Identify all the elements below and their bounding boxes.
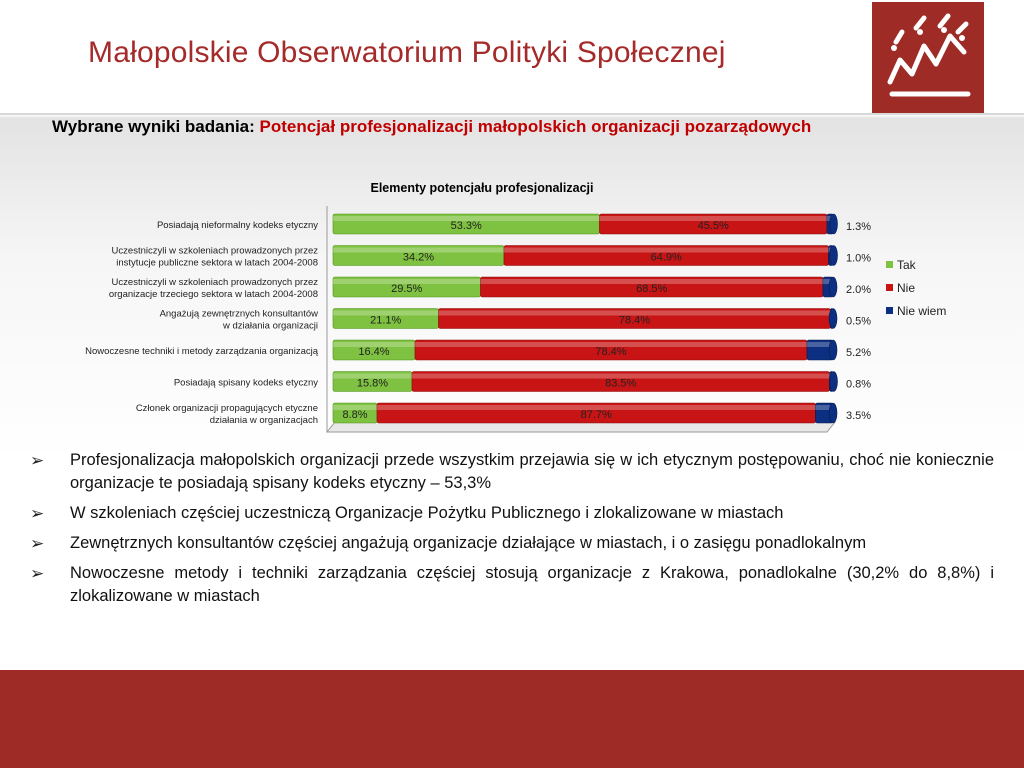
bullet-item: [30, 532, 994, 555]
category-label: Angażują zewnętrznych konsultantów: [159, 308, 318, 320]
arrow-bullet-icon: ➢: [30, 564, 45, 583]
bar-end-cap: [830, 214, 838, 234]
data-label: 1.0%: [846, 252, 872, 265]
logo-chart-icon: [872, 2, 984, 114]
data-label: 34.2%: [402, 251, 435, 264]
subtitle-prefix: Wybrane wyniki badania:: [52, 117, 260, 136]
category-label: Nowoczesne techniki i metody zarządzania organizacją: [85, 346, 318, 357]
logo: [872, 2, 984, 114]
footer-band: [0, 670, 1024, 768]
stacked-bar-chart: [0, 170, 1024, 440]
data-label: 1.3%: [846, 221, 872, 233]
arrow-bullet-icon: ➢: [30, 504, 45, 523]
legend-swatch: [886, 284, 893, 291]
legend-label: Nie wiem: [897, 304, 947, 318]
slide-subtitle: [52, 117, 811, 137]
data-label: 5.2%: [846, 347, 872, 359]
data-label: 2.0%: [846, 284, 872, 296]
data-label: 16.4%: [358, 346, 390, 358]
arrow-bullet-icon: ➢: [30, 534, 45, 553]
bullet-item: [30, 449, 994, 495]
bullet-list: [30, 449, 994, 615]
bar-end-cap: [830, 246, 838, 266]
data-label: 8.8%: [342, 409, 368, 421]
category-label: Uczestniczyli w szkoleniach prowadzonych przez: [111, 245, 318, 257]
data-label: 15.8%: [356, 377, 389, 390]
data-label: 3.5%: [846, 410, 872, 422]
data-label: 0.5%: [846, 315, 872, 328]
bar-end-cap: [829, 340, 837, 360]
bar-end-cap: [830, 372, 838, 392]
bullet-text: Profesjonalizacja małopolskich organizacji przede wszystkim przejawia się w ich etycznym postępowaniu, choć nie koniecznie organizacje te posiadają spisany kodeks etyczny – 53,3%: [70, 451, 994, 492]
chart-floor: [327, 422, 835, 432]
legend-label: Nie: [897, 281, 916, 295]
bullet-item: [30, 502, 994, 525]
data-label: 68.5%: [636, 283, 668, 295]
category-label: działania w organizacjach: [209, 415, 318, 426]
data-label: 53.3%: [450, 220, 482, 232]
data-label: 21.1%: [370, 314, 402, 327]
header-divider: [0, 113, 1024, 115]
bar-end-cap: [829, 277, 837, 297]
category-label: instytucje publiczne sektora w latach 2004-2008: [116, 257, 318, 269]
category-label: Posiadają nieformalny kodeks etyczny: [156, 220, 318, 231]
bullet-text: Nowoczesne metody i techniki zarządzania częściej stosują organizacje z Krakowa, ponadlokalne (30,2% do 8,8%) i zlokalizowane w miastach: [70, 564, 994, 605]
page-title: Małopolskie Obserwatorium Polityki Społecznej: [88, 36, 726, 69]
data-label: 0.8%: [846, 378, 872, 391]
category-label: organizacje trzeciego sektora w latach 2004-2008: [108, 289, 318, 300]
category-label: Członek organizacji propagujących etyczne: [135, 403, 318, 414]
legend-label: Tak: [897, 258, 916, 272]
bar-end-cap: [829, 403, 837, 423]
arrow-bullet-icon: ➢: [30, 451, 45, 470]
category-label: Uczestniczyli w szkoleniach prowadzonych przez: [111, 277, 318, 288]
data-label: 45.5%: [697, 220, 729, 232]
data-label: 29.5%: [391, 283, 423, 295]
bullet-text: W szkoleniach częściej uczestniczą Organizacje Pożytku Publicznego i zlokalizowane w miastach: [70, 504, 784, 522]
bar-end-cap: [829, 309, 837, 329]
legend-swatch: [886, 307, 893, 314]
bullet-text: Zewnętrznych konsultantów częściej angażują organizacje działające w miastach, i o zasięgu ponadlokalnym: [70, 534, 867, 552]
data-label: 87.7%: [580, 409, 612, 421]
data-label: 78.4%: [618, 314, 651, 327]
data-label: 83.5%: [605, 377, 637, 390]
bullet-item: [30, 562, 994, 608]
data-label: 64.9%: [650, 251, 682, 264]
subtitle-highlight: Potencjał profesjonalizacji małopolskich organizacji pozarządowych: [259, 117, 812, 136]
data-label: 78.4%: [595, 346, 627, 358]
legend-swatch: [886, 261, 893, 268]
category-label: w działania organizacji: [222, 320, 318, 332]
category-label: Posiadają spisany kodeks etyczny: [173, 377, 318, 389]
chart-title: Elementy potencjału profesjonalizacji: [370, 181, 594, 195]
